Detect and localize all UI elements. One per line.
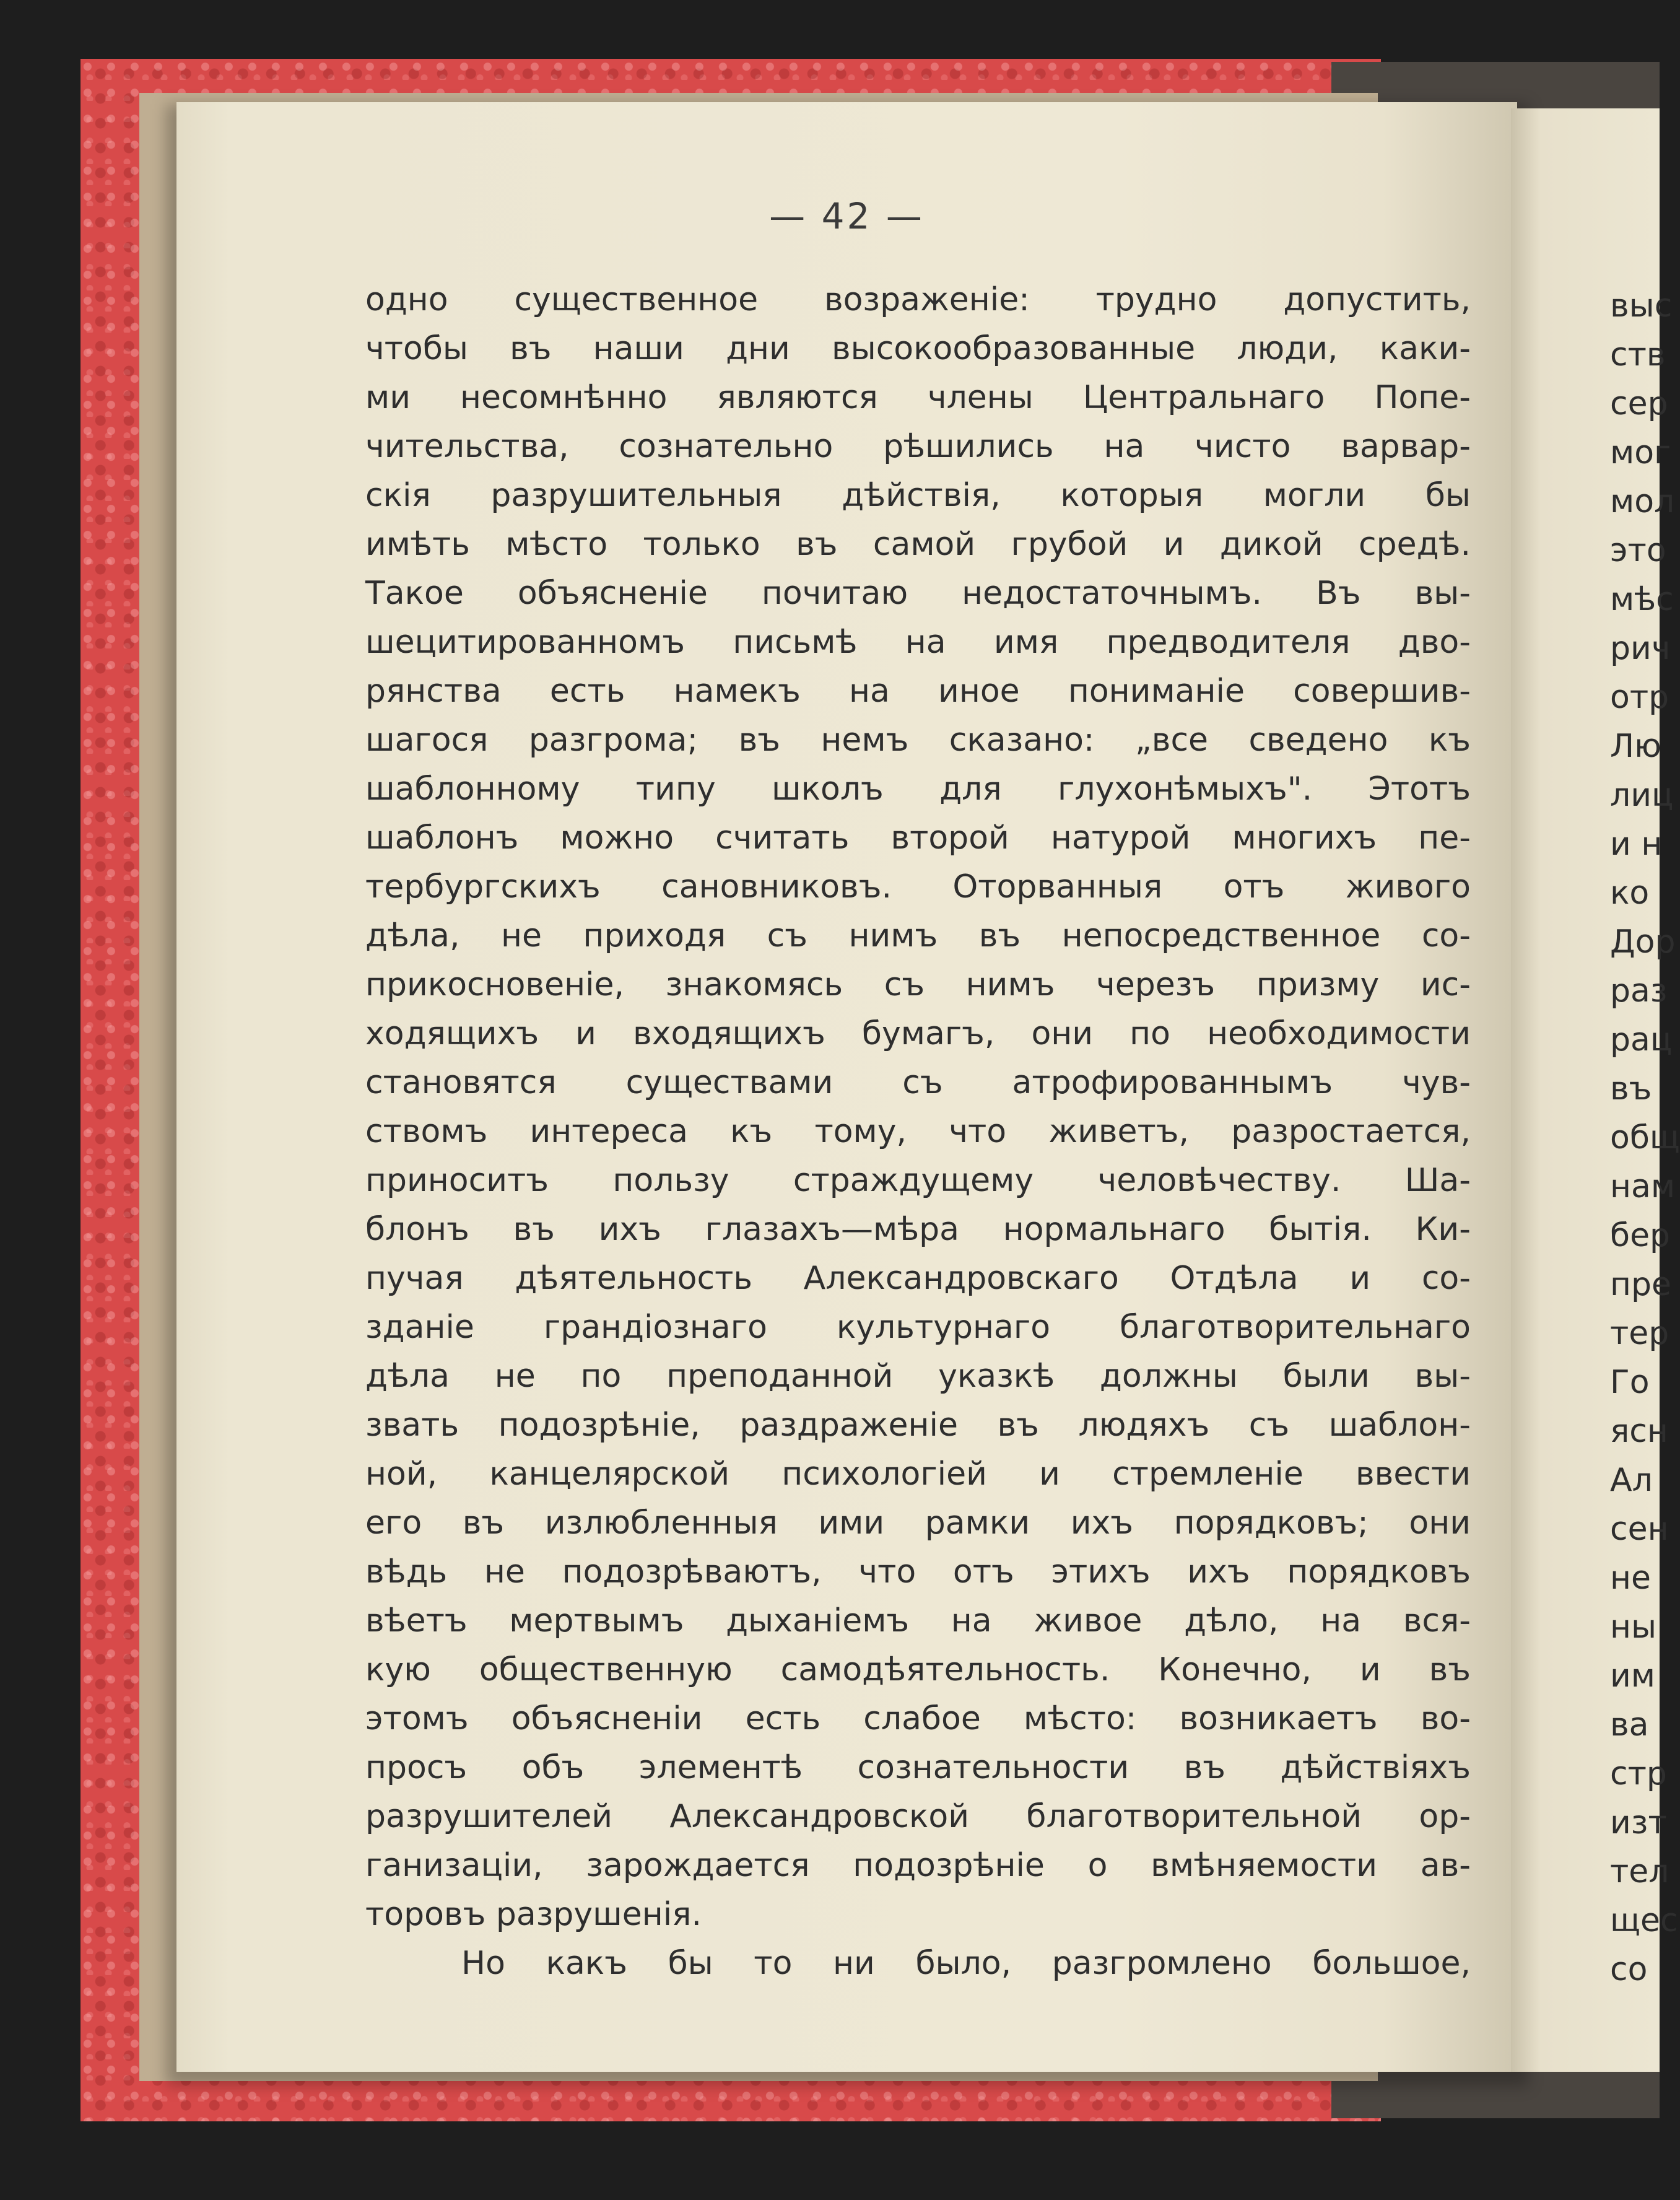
facing-text-line: сер bbox=[1610, 385, 1668, 422]
facing-text-line: Дор bbox=[1610, 923, 1676, 961]
facing-text-line: Лю bbox=[1610, 728, 1661, 765]
facing-text-line: мол bbox=[1610, 483, 1675, 520]
text-line: приноситъ пользу страждущему человѣчеству. Ша- bbox=[365, 1162, 1471, 1199]
book-page bbox=[176, 102, 1517, 2072]
text-line: чтобы въ наши дни высокообразованные люди, каки- bbox=[365, 330, 1471, 367]
facing-text-line: лиц bbox=[1610, 777, 1674, 814]
text-line: звать подозрѣніе, раздраженіе въ людяхъ съ шаблон- bbox=[365, 1407, 1471, 1444]
facing-text-line: не bbox=[1610, 1560, 1651, 1597]
facing-text-line: ко bbox=[1610, 875, 1650, 912]
facing-text-line: ясн bbox=[1610, 1413, 1668, 1450]
text-line: скія разрушительныя дѣйствія, которыя могли бы bbox=[365, 477, 1471, 514]
text-line: этомъ объясненіи есть слабое мѣсто: возникаетъ во- bbox=[365, 1700, 1471, 1737]
text-line: разрушителей Александровской благотворительной ор- bbox=[365, 1798, 1471, 1835]
text-line: тербургскихъ сановниковъ. Оторванныя отъ живого bbox=[365, 868, 1471, 906]
facing-text-line: ны bbox=[1610, 1609, 1657, 1646]
facing-text-line: выс bbox=[1610, 287, 1673, 325]
text-line: ствомъ интереса къ тому, что живетъ, разростается, bbox=[365, 1113, 1471, 1150]
facing-text-line: и н bbox=[1610, 826, 1663, 863]
text-line: чительства, сознательно рѣшились на чисто варвар- bbox=[365, 428, 1471, 465]
text-line: шагося разгрома; въ немъ сказано: „все сведено къ bbox=[365, 722, 1471, 759]
text-line: шаблонному типу школъ для глухонѣмыхъ". Этотъ bbox=[365, 770, 1471, 808]
text-line: прикосновеніе, знакомясь съ нимъ черезъ призму ис- bbox=[365, 966, 1471, 1003]
facing-text-line: нам bbox=[1610, 1168, 1676, 1205]
text-line: дѣла не по преподанной указкѣ должны были вы- bbox=[365, 1358, 1471, 1395]
text-line-paragraph-start: Но какъ бы то ни было, разгромлено большое, bbox=[461, 1945, 1471, 1982]
text-line: шецитированномъ письмѣ на имя предводителя дво- bbox=[365, 624, 1471, 661]
text-line: шаблонъ можно считать второй натурой многихъ пе- bbox=[365, 819, 1471, 857]
text-line: вѣдь не подозрѣваютъ, что отъ этихъ ихъ порядковъ bbox=[365, 1553, 1471, 1591]
text-line: блонъ въ ихъ глазахъ—мѣра нормальнаго бытія. Ки- bbox=[365, 1211, 1471, 1248]
facing-text-line: общ bbox=[1610, 1119, 1680, 1156]
text-line-paragraph-end: торовъ разрушенія. bbox=[365, 1896, 702, 1933]
facing-text-line: отр bbox=[1610, 679, 1669, 716]
text-line: его въ излюбленныя ими рамки ихъ порядковъ; они bbox=[365, 1504, 1471, 1542]
facing-text-line: Го bbox=[1610, 1364, 1650, 1401]
facing-text-line: рич bbox=[1610, 630, 1671, 667]
facing-text-line: это bbox=[1610, 532, 1666, 569]
text-line: имѣть мѣсто только въ самой грубой и дикой средѣ. bbox=[365, 526, 1471, 563]
facing-text-line: стр bbox=[1610, 1755, 1667, 1792]
text-line: ми несомнѣнно являются члены Центральнаго Попе- bbox=[365, 379, 1471, 416]
text-line: рянства есть намекъ на иное пониманіе совершив- bbox=[365, 673, 1471, 710]
facing-text-line: бер bbox=[1610, 1217, 1671, 1254]
text-line: пучая дѣятельность Александровскаго Отдѣла и со- bbox=[365, 1260, 1471, 1297]
facing-text-line: рац bbox=[1610, 1021, 1673, 1059]
facing-page-text bbox=[1610, 282, 1680, 1994]
text-line: Такое объясненіе почитаю недостаточнымъ. Въ вы- bbox=[365, 575, 1471, 612]
text-line: ходящихъ и входящихъ бумагъ, они по необходимости bbox=[365, 1015, 1471, 1052]
text-line: зданіе грандіознаго культурнаго благотворительнаго bbox=[365, 1309, 1471, 1346]
facing-text-line: мог bbox=[1610, 434, 1671, 471]
facing-page bbox=[1511, 108, 1680, 2072]
text-line: ганизаціи, зарождается подозрѣніе о вмѣняемости ав- bbox=[365, 1847, 1471, 1884]
facing-text-line: въ bbox=[1610, 1070, 1652, 1107]
facing-text-line: Ал bbox=[1610, 1462, 1653, 1499]
facing-text-line: ств bbox=[1610, 336, 1666, 373]
facing-text-line: тер bbox=[1610, 1315, 1669, 1352]
facing-text-line: пре bbox=[1610, 1266, 1671, 1303]
text-line: становятся существами съ атрофированнымъ чув- bbox=[365, 1064, 1471, 1101]
text-line: вѣетъ мертвымъ дыханіемъ на живое дѣло, на вся- bbox=[365, 1602, 1471, 1639]
facing-text-line: раз bbox=[1610, 972, 1668, 1010]
facing-text-line: щес bbox=[1610, 1902, 1678, 1939]
facing-text-line: мѣс bbox=[1610, 581, 1674, 618]
facing-text-line: изт bbox=[1610, 1804, 1667, 1841]
facing-text-line: сен bbox=[1610, 1511, 1669, 1548]
page-text bbox=[365, 276, 1471, 1988]
page-number: — 42 — bbox=[769, 195, 925, 237]
facing-text-line: им bbox=[1610, 1657, 1656, 1695]
facing-text-line: тел bbox=[1610, 1853, 1669, 1890]
text-line: одно существенное возраженіе: трудно допустить, bbox=[365, 281, 1471, 318]
text-line: ной, канцелярской психологіей и стремленіе ввести bbox=[365, 1456, 1471, 1493]
text-line: просъ объ элементѣ сознательности въ дѣйствіяхъ bbox=[365, 1749, 1471, 1786]
facing-text-line: ва bbox=[1610, 1706, 1649, 1744]
text-line: дѣла, не приходя съ нимъ въ непосредственное со- bbox=[365, 917, 1471, 954]
text-line: кую общественную самодѣятельность. Конечно, и въ bbox=[365, 1651, 1471, 1688]
facing-text-line: со bbox=[1610, 1951, 1648, 1988]
